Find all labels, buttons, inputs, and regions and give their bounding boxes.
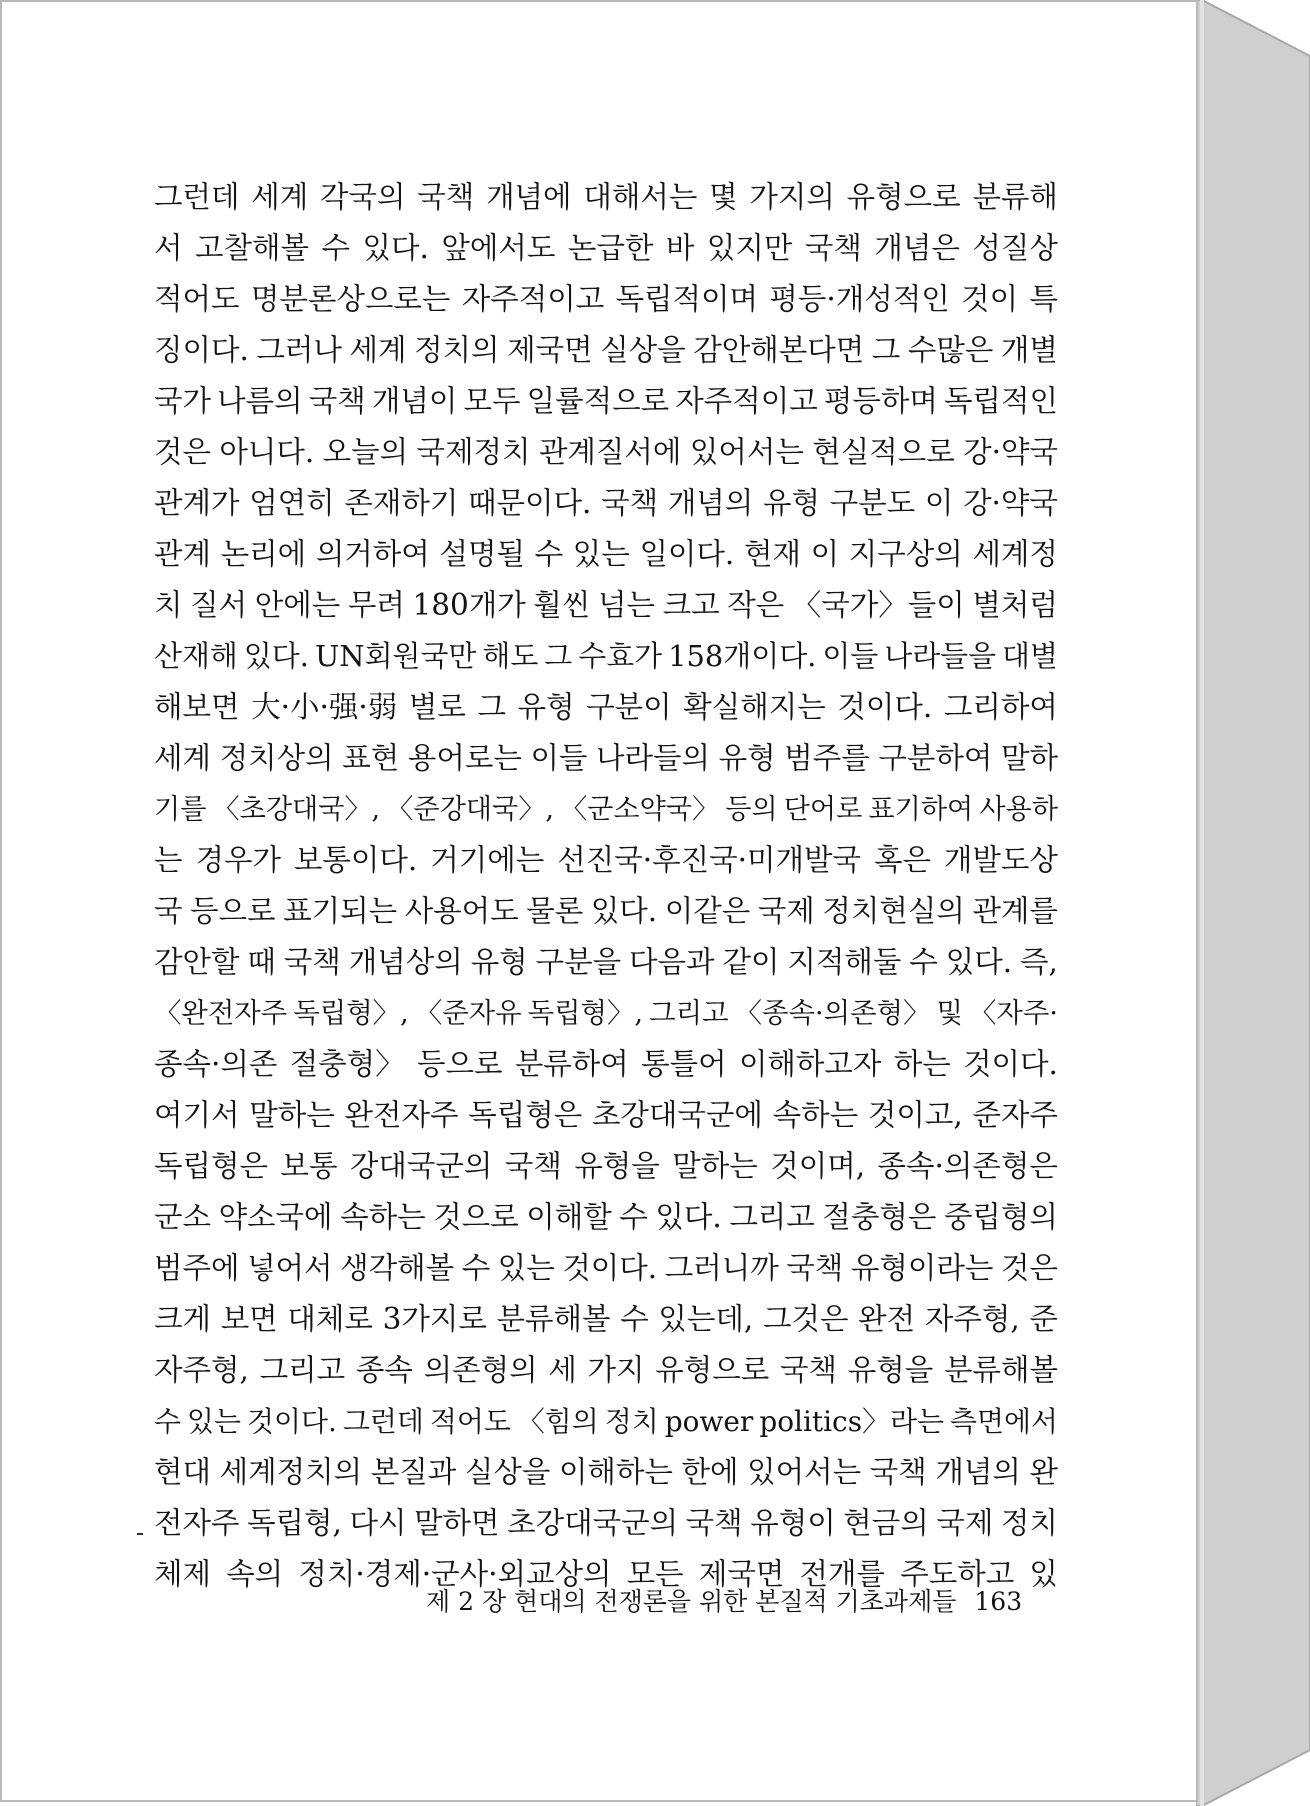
word: 수 xyxy=(534,537,564,571)
word: 지적해둘 xyxy=(787,945,902,979)
text-line xyxy=(154,784,1058,835)
word: 준 xyxy=(1029,1302,1058,1336)
word: 개념에 xyxy=(486,180,572,214)
word: 물론 xyxy=(526,894,584,928)
word: 한에 xyxy=(681,1455,739,1489)
text-line xyxy=(154,478,1058,529)
text-line xyxy=(154,1141,1058,1192)
word: 등으로 xyxy=(417,1047,503,1081)
text-line xyxy=(154,988,1058,1039)
word: 분류해볼 xyxy=(943,1353,1058,1387)
word: 분류해볼 xyxy=(496,1302,611,1336)
word: 고찰해볼 xyxy=(195,231,309,265)
word: 그런데 xyxy=(154,180,240,214)
word: 그러니까 xyxy=(664,1251,779,1285)
word: 大·小·强·弱 xyxy=(251,690,398,724)
word: 국책 xyxy=(780,1353,838,1387)
word: 있어서는 xyxy=(747,1455,862,1489)
word: 준자주 xyxy=(972,1098,1058,1132)
word: 구분이 xyxy=(586,690,672,724)
text-line xyxy=(154,886,1058,937)
word: 있어서는 xyxy=(689,435,804,469)
word: 이들 xyxy=(530,741,588,775)
word: 정치상의 xyxy=(219,741,334,775)
word: 그 xyxy=(477,690,506,724)
word: 다음과 xyxy=(629,945,715,979)
word: 개념의 xyxy=(935,1455,1021,1489)
word: 그리하여 xyxy=(943,690,1058,724)
word: 〈국가〉들이 xyxy=(791,588,965,622)
word: 구분을 xyxy=(535,945,622,979)
word: 표기되는 xyxy=(283,894,398,928)
word: 그런데 xyxy=(342,1405,424,1438)
word: 별로 xyxy=(408,690,466,724)
word: 있지만 xyxy=(706,231,793,265)
word: 제국면 xyxy=(698,1557,785,1591)
word: 유형 xyxy=(470,945,528,979)
word: 이해하는 xyxy=(558,1455,673,1489)
word: 전자주 xyxy=(154,1506,240,1540)
word: 안에는 xyxy=(254,588,341,622)
text-line xyxy=(154,835,1058,886)
word: 유형이라는 xyxy=(850,1251,994,1285)
word: 속하는 xyxy=(340,1200,426,1234)
word: 논급한 xyxy=(567,231,654,265)
word: 범주를 xyxy=(784,741,870,775)
word: 〈준강대국〉, xyxy=(386,794,554,825)
word: 〈힘의 xyxy=(516,1405,599,1438)
text-line xyxy=(154,1243,1058,1294)
word: 유형으로 xyxy=(846,180,961,214)
word: 측면에서 xyxy=(949,1405,1058,1438)
word: 기를 xyxy=(154,794,207,825)
word: 생각해볼 xyxy=(340,1251,455,1285)
word: 있는 xyxy=(187,1405,241,1438)
word: 3가지로 xyxy=(382,1302,487,1336)
word: 완전자주 xyxy=(344,1098,459,1132)
word: 〈준자유 xyxy=(414,998,522,1029)
word: 완전 xyxy=(858,1302,916,1336)
word: 독립적이며 xyxy=(615,282,759,316)
word: 별처럼 xyxy=(972,588,1058,622)
word: 넘는 xyxy=(597,588,655,622)
word: 용어로는 xyxy=(407,741,522,775)
word: 보통 xyxy=(280,1149,338,1183)
word: 말하는 xyxy=(672,1149,758,1183)
word: 크고 xyxy=(662,588,720,622)
word: 및 xyxy=(936,998,963,1029)
word: power xyxy=(664,1405,754,1438)
word: 경우가 xyxy=(195,843,281,877)
word: 세계 xyxy=(154,741,211,775)
word: 등의 xyxy=(725,794,778,825)
word: 그러나 xyxy=(256,333,342,367)
word: 수 xyxy=(619,1200,648,1234)
word: 강대국군의 xyxy=(349,1149,493,1183)
word: 보통이다. xyxy=(293,843,418,877)
word: 세계 xyxy=(349,333,407,367)
word: 이해하고자 xyxy=(738,1047,882,1081)
word: 있다. xyxy=(362,231,429,265)
text-line xyxy=(154,1039,1058,1090)
word: 독립형은 xyxy=(154,1149,268,1183)
body-text xyxy=(154,172,1058,1600)
word: 절충형은 xyxy=(822,1200,937,1234)
text-line xyxy=(154,325,1058,376)
book-edge-shape xyxy=(1196,0,1310,1806)
word: 해보면 xyxy=(154,690,240,724)
word: 〈자주· xyxy=(968,998,1058,1029)
word: 가지의 xyxy=(749,180,835,214)
word: 말하면 xyxy=(414,1506,500,1540)
word: 자주적이고 xyxy=(461,282,605,316)
word: 것이다. xyxy=(562,1251,658,1285)
word: 훨씬 xyxy=(533,588,591,622)
word: 세계정치의 xyxy=(219,1455,363,1489)
word: 수많은 xyxy=(907,333,994,367)
word: 가지 xyxy=(587,1353,645,1387)
word: 개념상의 xyxy=(348,945,463,979)
word: 완 xyxy=(1029,1455,1058,1489)
word: 관계를 xyxy=(972,894,1058,928)
word: 있다. xyxy=(945,945,1013,979)
text-line xyxy=(154,376,1058,427)
word: 특 xyxy=(1029,282,1058,316)
word: 초강대국군에 xyxy=(591,1098,763,1132)
running-footer xyxy=(426,1582,1022,1622)
word: 158개이다. xyxy=(668,639,817,673)
word: 그 xyxy=(871,333,901,367)
word: 독립형, xyxy=(247,1506,342,1540)
word: 이 xyxy=(810,537,840,571)
word: 평등·개성적인 xyxy=(769,282,950,316)
word: 것으로 xyxy=(433,1200,519,1234)
word: 것이 xyxy=(961,282,1019,316)
word: 관계질서에 xyxy=(538,435,682,469)
word: 그것은 xyxy=(762,1302,849,1336)
word: 강·약국 xyxy=(963,435,1058,469)
word: 현재 xyxy=(743,537,801,571)
word: 거기에는 xyxy=(430,843,545,877)
word: 나라들의 xyxy=(596,741,711,775)
word: 것은 xyxy=(154,435,211,469)
word: 독립형〉, xyxy=(527,998,644,1029)
word: 분류해 xyxy=(972,180,1058,214)
word: 표기하여 xyxy=(868,794,974,825)
word: 세계 xyxy=(251,180,309,214)
word: 수 xyxy=(909,945,938,979)
word: 자주적이고 xyxy=(675,384,818,418)
word: 구분도 xyxy=(829,486,916,520)
word: 산재해 xyxy=(154,639,238,673)
word: 약소국에 xyxy=(218,1200,333,1234)
word: 아니다. xyxy=(219,435,315,469)
word: 속의 xyxy=(226,1557,284,1591)
word: 유형 xyxy=(517,690,575,724)
scan-speck xyxy=(137,1533,143,1535)
word: 나름의 xyxy=(217,384,303,418)
word: 국책 xyxy=(786,1251,844,1285)
word: 전개를 xyxy=(799,1557,886,1591)
word: 것이며, xyxy=(770,1149,866,1183)
word: 국가 xyxy=(154,384,211,418)
text-line xyxy=(154,1396,1058,1447)
word: 명분론상으로는 xyxy=(250,282,451,316)
word: 바 xyxy=(665,231,695,265)
word: 독립적인 xyxy=(944,384,1058,418)
word: 유형을 xyxy=(574,1149,660,1183)
word: 일이다. xyxy=(639,537,735,571)
word: 개념은 xyxy=(874,231,960,265)
word: 등으로 xyxy=(190,894,276,928)
text-line xyxy=(154,1498,1058,1549)
word: 수 xyxy=(620,1302,649,1336)
word: 설명될 xyxy=(439,537,525,571)
word: 종속 xyxy=(355,1353,413,1387)
word: 몇 xyxy=(709,180,738,214)
word: 개념이 xyxy=(371,384,458,418)
word: 개념의 xyxy=(667,486,754,520)
word: 독립형은 xyxy=(468,1098,583,1132)
word: 있는 xyxy=(572,537,630,571)
word: 서 xyxy=(154,231,183,265)
book-edge xyxy=(1196,0,1310,1806)
word: 속하는 xyxy=(772,1098,859,1132)
word: 제국면 xyxy=(507,333,593,367)
word: 개별 xyxy=(1000,333,1058,367)
page-number: 163 xyxy=(974,1587,1023,1616)
word: 오늘의 xyxy=(322,435,409,469)
word: 정치·경제·군사·외교상의 xyxy=(298,1557,612,1591)
word: 의거하여 xyxy=(315,537,430,571)
word: 있다. xyxy=(655,1200,722,1234)
word: 감안해본다면 xyxy=(693,333,865,367)
word: 모두 xyxy=(463,384,521,418)
text-line xyxy=(154,1345,1058,1396)
word: 국책 xyxy=(308,384,366,418)
word: 혹은 xyxy=(873,843,931,877)
word: 국책 xyxy=(869,1455,927,1489)
word: 자주형, xyxy=(154,1353,249,1387)
word: 사용어도 xyxy=(404,894,519,928)
word: 의존형의 xyxy=(423,1353,538,1387)
word: 앞에서도 xyxy=(441,231,556,265)
word: 국책 xyxy=(685,1506,743,1540)
word: 그리고 xyxy=(649,998,729,1029)
word: 치 xyxy=(154,588,183,622)
word: 엄연히 xyxy=(249,486,335,520)
word: 유형 xyxy=(718,741,776,775)
word: 중립형의 xyxy=(943,1200,1058,1234)
word: 국제 xyxy=(757,894,815,928)
word: 통틀어 xyxy=(641,1047,727,1081)
word: 그리고 xyxy=(729,1200,815,1234)
word: 관계가 xyxy=(154,486,240,520)
word: 관계 xyxy=(154,537,211,571)
word: 이들 xyxy=(822,639,879,673)
word: 있다. xyxy=(590,894,658,928)
word: 말하 xyxy=(1000,741,1058,775)
text-line xyxy=(154,223,1058,274)
word: 존재하기 xyxy=(344,486,459,520)
word: 그리고 xyxy=(259,1353,346,1387)
word: 〈군소약국〉 xyxy=(560,794,720,825)
text-line xyxy=(154,937,1058,988)
word: 국책 xyxy=(804,231,862,265)
word: 국책 xyxy=(417,180,475,214)
word: 현금의 xyxy=(843,1506,929,1540)
word: 크게 xyxy=(154,1302,211,1336)
word: 있는데, xyxy=(658,1302,754,1336)
word: 국책 xyxy=(601,486,659,520)
word: 넣어서 xyxy=(247,1251,333,1285)
word: 분류하여 xyxy=(514,1047,629,1081)
word: 즉, xyxy=(1020,945,1058,979)
text-line xyxy=(154,274,1058,325)
word: 정치 xyxy=(604,1405,659,1438)
word: 있는 xyxy=(497,1251,555,1285)
word: 여기서 xyxy=(154,1098,240,1132)
word: 표현 xyxy=(342,741,400,775)
word: 논리에 xyxy=(220,537,307,571)
word: 수 xyxy=(461,1251,491,1285)
text-line xyxy=(154,733,1058,784)
text-line xyxy=(154,631,1058,682)
word: 180개가 xyxy=(412,588,526,622)
word: 징이다. xyxy=(154,333,249,367)
word: 대별 xyxy=(1002,639,1058,673)
word: 다시 xyxy=(349,1506,407,1540)
word: 현실적으로 xyxy=(812,435,955,469)
word: 해도 xyxy=(482,639,539,673)
word: 각국의 xyxy=(320,180,406,214)
word: 적어도 xyxy=(154,282,240,316)
word: 이해할 xyxy=(526,1200,612,1234)
word: 세계정 xyxy=(972,537,1058,571)
text-line xyxy=(154,1447,1058,1498)
word: 일률적으로 xyxy=(526,384,670,418)
word: 대체로 xyxy=(287,1302,373,1336)
word: 실상을 xyxy=(600,333,686,367)
word: 것이다. xyxy=(963,1047,1058,1081)
text-line xyxy=(154,1294,1058,1345)
word: 국책 xyxy=(283,945,341,979)
word: 작은 xyxy=(727,588,785,622)
word: UN회원국만 xyxy=(314,639,477,673)
word: 질서 xyxy=(190,588,248,622)
word: 개발도상 xyxy=(943,843,1058,877)
word: 정치의 xyxy=(414,333,500,367)
word: 자주형, xyxy=(924,1302,1020,1336)
word: 있다. xyxy=(243,639,309,673)
word: 때 xyxy=(247,945,276,979)
word: 때문이다. xyxy=(468,486,592,520)
word: 국제정치 xyxy=(416,435,531,469)
word: 정치현실의 xyxy=(822,894,965,928)
word: 지구상의 xyxy=(848,537,963,571)
word: 〈종속·의존형〉 xyxy=(734,998,931,1029)
word: 국책 xyxy=(504,1149,562,1183)
word: 대해서는 xyxy=(583,180,698,214)
word: 실상을 xyxy=(464,1455,551,1489)
word: 주도하고 xyxy=(900,1557,1015,1591)
word: 수효가 xyxy=(578,639,663,673)
word: 성질상 xyxy=(972,231,1058,265)
text-line xyxy=(154,580,1058,631)
word: 단어로 xyxy=(783,794,863,825)
text-line xyxy=(154,529,1058,580)
word: 〈완전자주 xyxy=(154,998,288,1029)
word: 것은 xyxy=(1000,1251,1058,1285)
word: 유형으로 xyxy=(655,1353,770,1387)
word: 같이 xyxy=(722,945,780,979)
word: 세 xyxy=(548,1353,577,1387)
word: 적어도 xyxy=(429,1405,511,1438)
word: 하는 xyxy=(893,1047,951,1081)
word: 것이다. xyxy=(837,690,933,724)
word: 강·약국 xyxy=(963,486,1058,520)
word: 확실해지는 xyxy=(683,690,826,724)
word: 있 xyxy=(1029,1557,1058,1591)
word: 유형을 xyxy=(847,1353,934,1387)
text-line xyxy=(154,172,1058,223)
word: 본질과 xyxy=(370,1455,457,1489)
word: 구분하여 xyxy=(878,741,993,775)
word: 군소 xyxy=(154,1200,211,1234)
word: 그 xyxy=(544,639,573,673)
word: 유형이 xyxy=(750,1506,836,1540)
chapter-title: 제 2 장 현대의 전쟁론을 위한 본질적 기초과제들 xyxy=(426,1587,957,1616)
word: 종속·의존 xyxy=(154,1047,278,1081)
word: 초강대국군의 xyxy=(507,1506,679,1540)
word: 국 xyxy=(154,894,183,928)
word: 절충형〉 xyxy=(289,1047,405,1081)
word: 모든 xyxy=(626,1557,684,1591)
word: 사용하 xyxy=(979,794,1058,825)
word: 〈초강대국〉, xyxy=(212,794,381,825)
text-line xyxy=(154,427,1058,478)
word: 수 xyxy=(154,1405,181,1438)
word: 는 xyxy=(154,843,183,877)
word: 국제 xyxy=(936,1506,994,1540)
word: 정치 xyxy=(1000,1506,1058,1540)
word: 것이다. xyxy=(247,1405,337,1438)
word: 범주에 xyxy=(154,1251,240,1285)
word: 나라들을 xyxy=(884,639,997,673)
word: 것이고, xyxy=(867,1098,963,1132)
word: 평등하며 xyxy=(823,384,938,418)
text-line xyxy=(154,1090,1058,1141)
word: 체제 xyxy=(154,1557,211,1591)
word: 이 xyxy=(924,486,954,520)
word: 무려 xyxy=(347,588,405,622)
word: 감안할 xyxy=(154,945,240,979)
word: 유형 xyxy=(763,486,820,520)
word: 이같은 xyxy=(664,894,751,928)
word: 독립형〉, xyxy=(293,998,409,1029)
text-line xyxy=(154,682,1058,733)
word: 종속·의존형은 xyxy=(877,1149,1058,1183)
text-line xyxy=(154,1192,1058,1243)
word: 보면 xyxy=(220,1302,278,1336)
word: 현대 xyxy=(154,1455,211,1489)
word: 수 xyxy=(321,231,350,265)
word: 선진국·후진국·미개발국 xyxy=(557,843,861,877)
word: politics〉라는 xyxy=(759,1405,944,1438)
word: 말하는 xyxy=(249,1098,335,1132)
